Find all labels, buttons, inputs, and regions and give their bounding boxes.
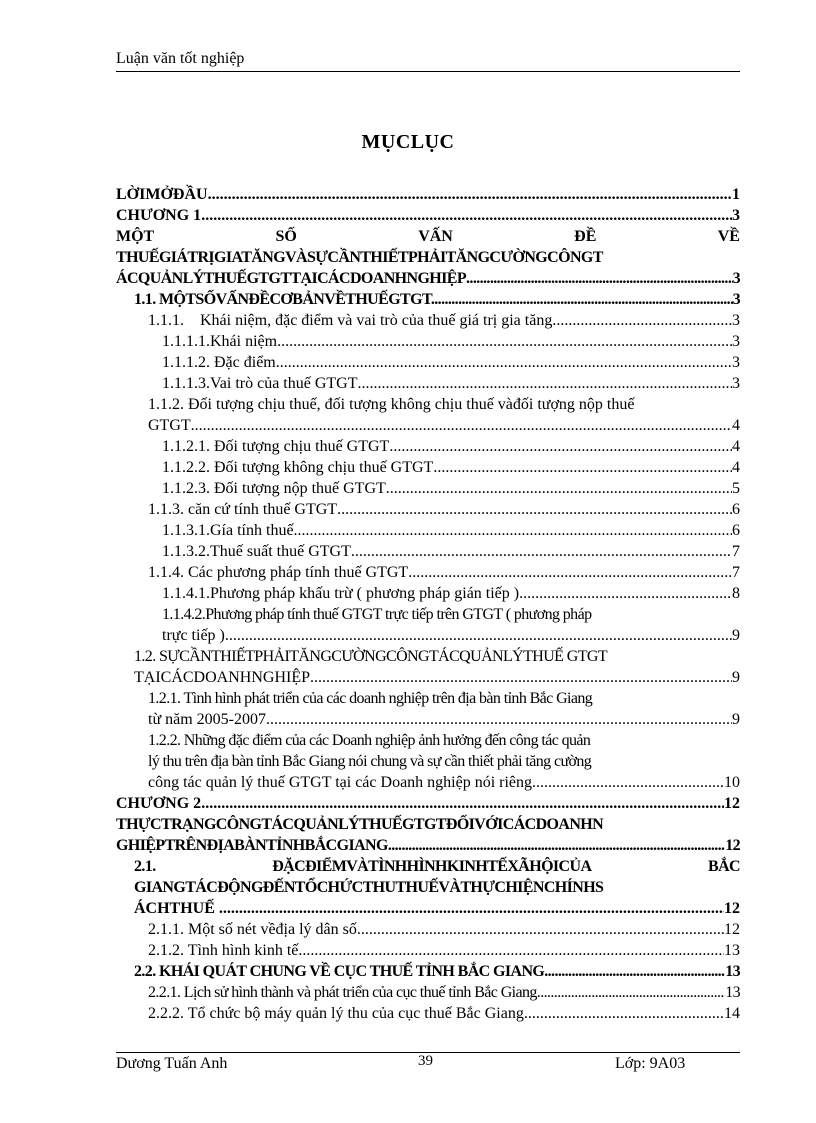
toc-entry[interactable]: 1.1.4. Các phương pháp tính thuế GTGT ..... 7 bbox=[116, 564, 740, 585]
toc-entry-continued[interactable]: 1.2.1. Tình hình phát triển của các doanh nghiệp trên địa bàn tỉnh Bắc Giang bbox=[148, 690, 593, 707]
toc-entry-continued[interactable]: 1.1.2. Đối tượng chịu thuế, đối tượng không chịu thuế vàđối tượng nộp thuế bbox=[148, 396, 635, 413]
running-header: Luận văn tốt nghiệp bbox=[116, 50, 245, 67]
toc-entry-continued[interactable]: THUẾGIÁTRỊGIATĂNGVÀSỰCẦNTHIẾTPHẢITĂNGCƯỜNGCÔNGT bbox=[116, 249, 603, 266]
toc-entry[interactable]: công tác quản lý thuế GTGT tại các Doanh nghiệp nói riêng ..... 10 bbox=[116, 774, 740, 795]
toc-entry-continued[interactable]: 1.1.4.2.Phương pháp tính thuế GTGT trực tiếp trên GTGT ( phương pháp bbox=[162, 606, 592, 623]
toc-entry-continued[interactable]: GIANGTÁCĐỘNGĐẾNTỔCHỨCTHUTHUẾVÀTHỰCHIỆNCHÍNHS bbox=[134, 879, 604, 896]
toc-entry[interactable]: TẠICÁCDOANHNGHIỆP ..... 9 bbox=[116, 669, 740, 690]
toc-entry[interactable]: GHIỆPTRÊNĐỊABÀNTỈNHBẮCGIANG. ..... 12 bbox=[116, 837, 740, 858]
toc-entry[interactable]: 1.1.3. căn cứ tính thuế GTGT ..... 6 bbox=[116, 501, 740, 522]
toc-entry[interactable]: trực tiếp ) ..... 9 bbox=[116, 627, 740, 648]
toc-entry[interactable]: từ năm 2005-2007. ..... 9 bbox=[116, 711, 740, 732]
toc-entry[interactable]: 2.2.1. Lịch sử hình thành và phát triển của cục thuế tỉnh Bắc Giang. ..... 13 bbox=[116, 984, 740, 1005]
toc-entry[interactable]: 1.1. MỘTSỐVẤNĐỀCƠBẢNVỀTHUẾGTGT. ..... 3 bbox=[116, 291, 740, 312]
table-of-contents bbox=[116, 186, 740, 1026]
footer-class: Lớp: 9A03 bbox=[615, 1055, 686, 1072]
toc-entry[interactable]: 1.1.3.1.Gía tính thuế ..... 6 bbox=[116, 522, 740, 543]
toc-entry[interactable]: 2.2. KHÁI QUÁT CHUNG VỀ CỤC THUẾ TỈNH BẮC GIANG. ..... 13 bbox=[116, 963, 740, 984]
toc-entry[interactable]: CHƯƠNG 2 ..... 12 bbox=[116, 795, 740, 816]
toc-entry[interactable]: 2.1.1. Một số nét vềđịa lý dân số. ..... 12 bbox=[116, 921, 740, 942]
toc-entry-continued[interactable]: lý thu trên địa bàn tỉnh Bắc Giang nói chung và sự cần thiết phải tăng cường bbox=[148, 753, 592, 770]
toc-entry-continued[interactable]: 1.2.2. Những đặc điểm của các Doanh nghiệp ảnh hưởng đến công tác quản bbox=[148, 732, 591, 749]
toc-entry[interactable]: CHƯƠNG 1 ..... 3 bbox=[116, 207, 740, 228]
toc-entry-continued[interactable]: 1.2. SỰCẦNTHIẾTPHẢITĂNGCƯỜNGCÔNGTÁCQUẢNLÝTHUẾ GTGT bbox=[134, 648, 608, 665]
toc-entry[interactable]: 1.1.2.2. Đối tượng không chịu thuế GTGT ..... 4 bbox=[116, 459, 740, 480]
toc-entry[interactable]: 2.1.2. Tình hình kinh tế ..... 13 bbox=[116, 942, 740, 963]
toc-entry-continued[interactable]: THỰCTRẠNGCÔNGTÁCQUẢNLÝTHUẾGTGTĐỐIVỚICÁCDOANHN bbox=[116, 816, 604, 833]
page-title: MỤCLỤC bbox=[361, 131, 455, 153]
toc-entry[interactable]: LỜIMỞĐẦU ..... 1 bbox=[116, 186, 740, 207]
toc-entry[interactable]: 2.2.2. Tổ chức bộ máy quản lý thu của cục thuế Bắc Giang ..... 14 bbox=[116, 1005, 740, 1026]
toc-entry[interactable]: GTGT ..... 4 bbox=[116, 417, 740, 438]
toc-entry[interactable]: 1.1.3.2.Thuế suất thuế GTGT ..... 7 bbox=[116, 543, 740, 564]
header-divider bbox=[116, 71, 740, 72]
toc-entry-justified[interactable]: MỘT SỐ VẤN ĐỀ VỀ bbox=[116, 228, 740, 245]
toc-entry-justified[interactable]: 2.1. ĐẶCĐIỂMVÀTÌNHHÌNHKINHTẾXÃHỘICỦA BẮC bbox=[134, 858, 740, 875]
toc-entry[interactable]: ÁCHTHUẾ . ..... 12 bbox=[116, 900, 740, 921]
toc-entry[interactable]: 1.1.1. Khái niệm, đặc điểm và vai trò của thuế giá trị gia tăng ..... 3 bbox=[116, 312, 740, 333]
toc-entry[interactable]: 1.1.4.1.Phương pháp khấu trừ ( phương pháp gián tiếp ) ..... 8 bbox=[116, 585, 740, 606]
footer-author: Dương Tuấn Anh bbox=[116, 1055, 228, 1072]
toc-entry[interactable]: ÁCQUẢNLÝTHUẾGTGTTẠICÁCDOANHNGHIỆP ..... 3 bbox=[116, 270, 740, 291]
toc-entry[interactable]: 1.1.2.1. Đối tượng chịu thuế GTGT ..... 4 bbox=[116, 438, 740, 459]
page-number: 39 bbox=[418, 1053, 433, 1069]
toc-entry[interactable]: 1.1.2.3. Đối tượng nộp thuế GTGT ..... 5 bbox=[116, 480, 740, 501]
toc-entry[interactable]: 1.1.1.1.Khái niệm ..... 3 bbox=[116, 333, 740, 354]
toc-entry[interactable]: 1.1.1.2. Đặc điểm ..... 3 bbox=[116, 354, 740, 375]
toc-entry[interactable]: 1.1.1.3.Vai trò của thuế GTGT ..... 3 bbox=[116, 375, 740, 396]
